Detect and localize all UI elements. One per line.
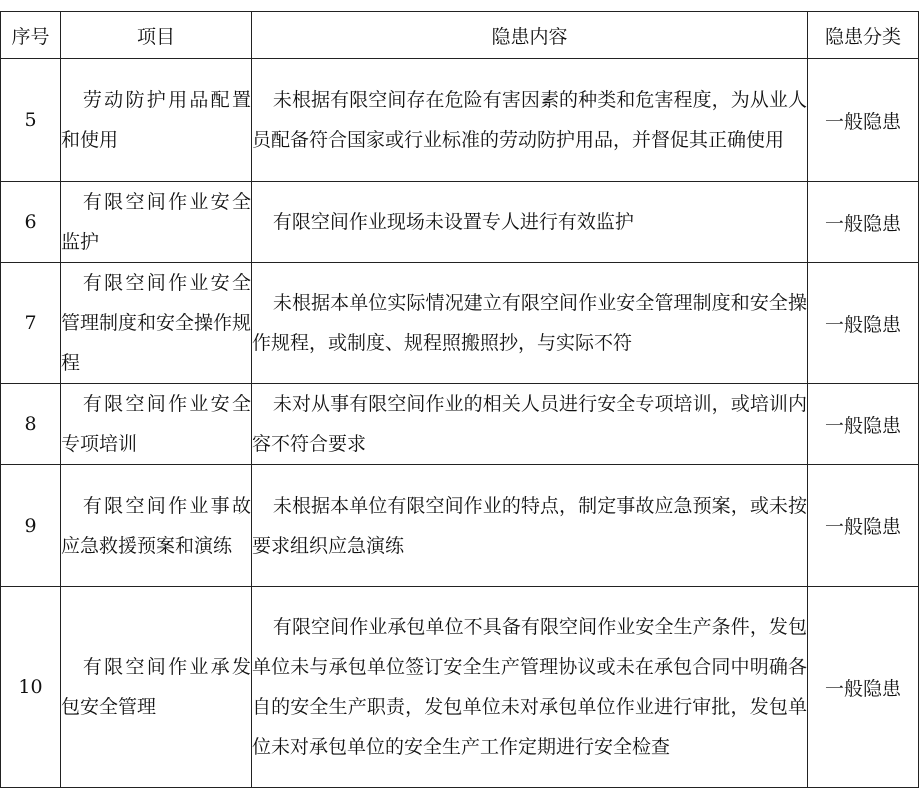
row-number: 7 [1,263,61,384]
row-number: 10 [1,587,61,788]
row-category: 一般隐患 [808,182,919,263]
hazard-table [0,11,919,788]
table-row [1,465,919,587]
table-row [1,263,919,384]
row-content: 未根据本单位实际情况建立有限空间作业安全管理制度和安全操作规程，或制度、规程照搬照抄，与实际不符 [252,263,808,384]
row-category: 一般隐患 [808,587,919,788]
row-number: 8 [1,384,61,465]
table-row [1,587,919,788]
table-row [1,384,919,465]
header-no: 序号 [1,12,61,59]
row-category: 一般隐患 [808,263,919,384]
row-number: 6 [1,182,61,263]
row-item: 有限空间作业事故应急救援预案和演练 [61,465,252,587]
row-category: 一般隐患 [808,384,919,465]
table-header [1,12,919,59]
row-item: 有限空间作业安全监护 [61,182,252,263]
row-item: 劳动防护用品配置和使用 [61,59,252,182]
row-number: 5 [1,59,61,182]
row-number: 9 [1,465,61,587]
row-content: 未对从事有限空间作业的相关人员进行安全专项培训，或培训内容不符合要求 [252,384,808,465]
header-row [1,12,919,59]
row-content: 有限空间作业承包单位不具备有限空间作业安全生产条件，发包单位未与承包单位签订安全生产管理协议或未在承包合同中明确各自的安全生产职责，发包单位未对承包单位作业进行审批，发包单位未对承包单位的安全生产工作定期进行安全检查 [252,587,808,788]
table-body [1,59,919,788]
table-row [1,59,919,182]
row-category: 一般隐患 [808,465,919,587]
header-category: 隐患分类 [808,12,919,59]
row-item: 有限空间作业安全专项培训 [61,384,252,465]
header-item: 项目 [61,12,252,59]
row-item: 有限空间作业安全管理制度和安全操作规程 [61,263,252,384]
row-content: 未根据有限空间存在危险有害因素的种类和危害程度，为从业人员配备符合国家或行业标准的劳动防护用品，并督促其正确使用 [252,59,808,182]
row-category: 一般隐患 [808,59,919,182]
row-content: 有限空间作业现场未设置专人进行有效监护 [252,182,808,263]
table-row [1,182,919,263]
row-item: 有限空间作业承发包安全管理 [61,587,252,788]
header-content: 隐患内容 [252,12,808,59]
row-content: 未根据本单位有限空间作业的特点，制定事故应急预案，或未按要求组织应急演练 [252,465,808,587]
